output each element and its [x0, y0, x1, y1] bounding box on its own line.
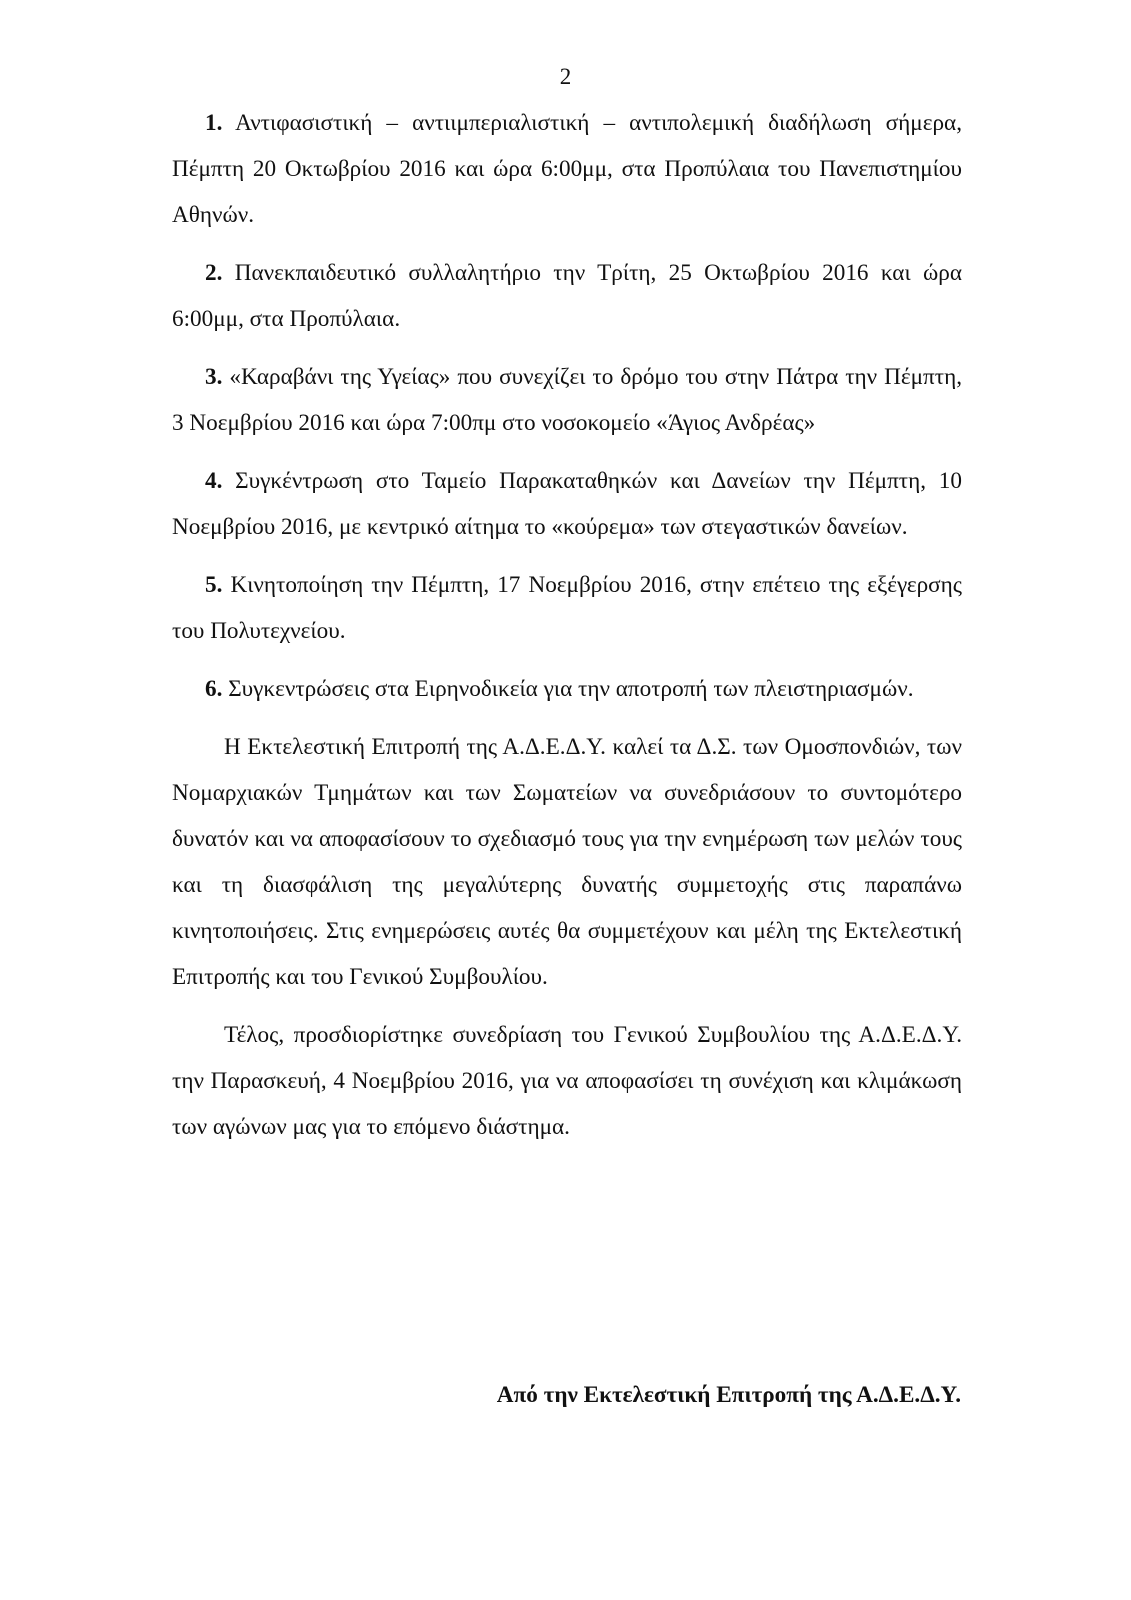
list-number: 4. [205, 468, 223, 494]
list-number: 6. [205, 676, 223, 702]
list-number: 5. [205, 572, 223, 598]
list-item-text: Συγκέντρωση στο Ταμείο Παρακαταθηκών και Δανείων την Πέμπτη, 10 Νοεμβρίου 2016, με κεντρικό αίτημα το «κούρεμα» των στεγαστικών δανείων. [172, 468, 962, 540]
page-number: 2 [559, 64, 572, 89]
paragraph-call-to-action: Η Εκτελεστική Επιτροπή της Α.Δ.Ε.Δ.Υ. καλεί τα Δ.Σ. των Ομοσπονδιών, των Νομαρχιακών Τμημάτων και των Σωματείων να συνεδριάσουν το συντομότερο δυνατόν και να αποφασίσουν το σχεδιασμό τους για την ενημέρωση των μελών τους και τη διασφάλιση της μεγαλύτερης δυνατής συμμετοχής στις παραπάνω κινητοποιήσεις. Στις ενημερώσεις αυτές θα συμμετέχουν και μέλη της Εκτελεστική Επιτροπής και του Γενικού Συμβουλίου. [172, 734, 962, 990]
paragraph-general-council: Τέλος, προσδιορίστηκε συνεδρίαση του Γενικού Συμβουλίου της Α.Δ.Ε.Δ.Υ. την Παρασκευή, 4 Νοεμβρίου 2016, για να αποφασίσει τη συνέχιση και κλιμάκωση των αγώνων μας για το επόμενο διάστημα. [172, 1022, 962, 1140]
document-body [172, 100, 962, 1162]
list-item-4 [172, 458, 962, 550]
list-item-text: Πανεκπαιδευτικό συλλαλητήριο την Τρίτη, 25 Οκτωβρίου 2016 και ώρα 6:00μμ, στα Προπύλαια. [172, 260, 962, 332]
list-number: 3. [205, 364, 223, 390]
list-item-6 [172, 666, 962, 712]
list-item-2 [172, 250, 962, 342]
list-number: 1. [205, 110, 223, 136]
list-item-text: Συγκεντρώσεις στα Ειρηνοδικεία για την αποτροπή των πλειστηριασμών. [228, 676, 914, 702]
list-item-text: Κινητοποίηση την Πέμπτη, 17 Νοεμβρίου 2016, στην επέτειο της εξέγερσης του Πολυτεχνείου. [172, 572, 962, 644]
signature: Από την Εκτελεστική Επιτροπή της Α.Δ.Ε.Δ.Υ. [496, 1382, 961, 1408]
list-item-text: «Καραβάνι της Υγείας» που συνεχίζει το δρόμο του στην Πάτρα την Πέμπτη, 3 Νοεμβρίου 2016 και ώρα 7:00πμ στο νοσοκομείο «Άγιος Ανδρέας» [172, 364, 963, 436]
list-number: 2. [205, 260, 223, 286]
list-item-5 [172, 562, 962, 654]
list-item-text: Αντιφασιστική – αντιιμπεριαλιστική – αντιπολεμική διαδήλωση σήμερα, Πέμπτη 20 Οκτωβρίου 2016 και ώρα 6:00μμ, στα Προπύλαια του Πανεπιστημίου Αθηνών. [172, 110, 962, 228]
list-item-1 [172, 100, 962, 238]
list-item-3 [172, 354, 962, 446]
